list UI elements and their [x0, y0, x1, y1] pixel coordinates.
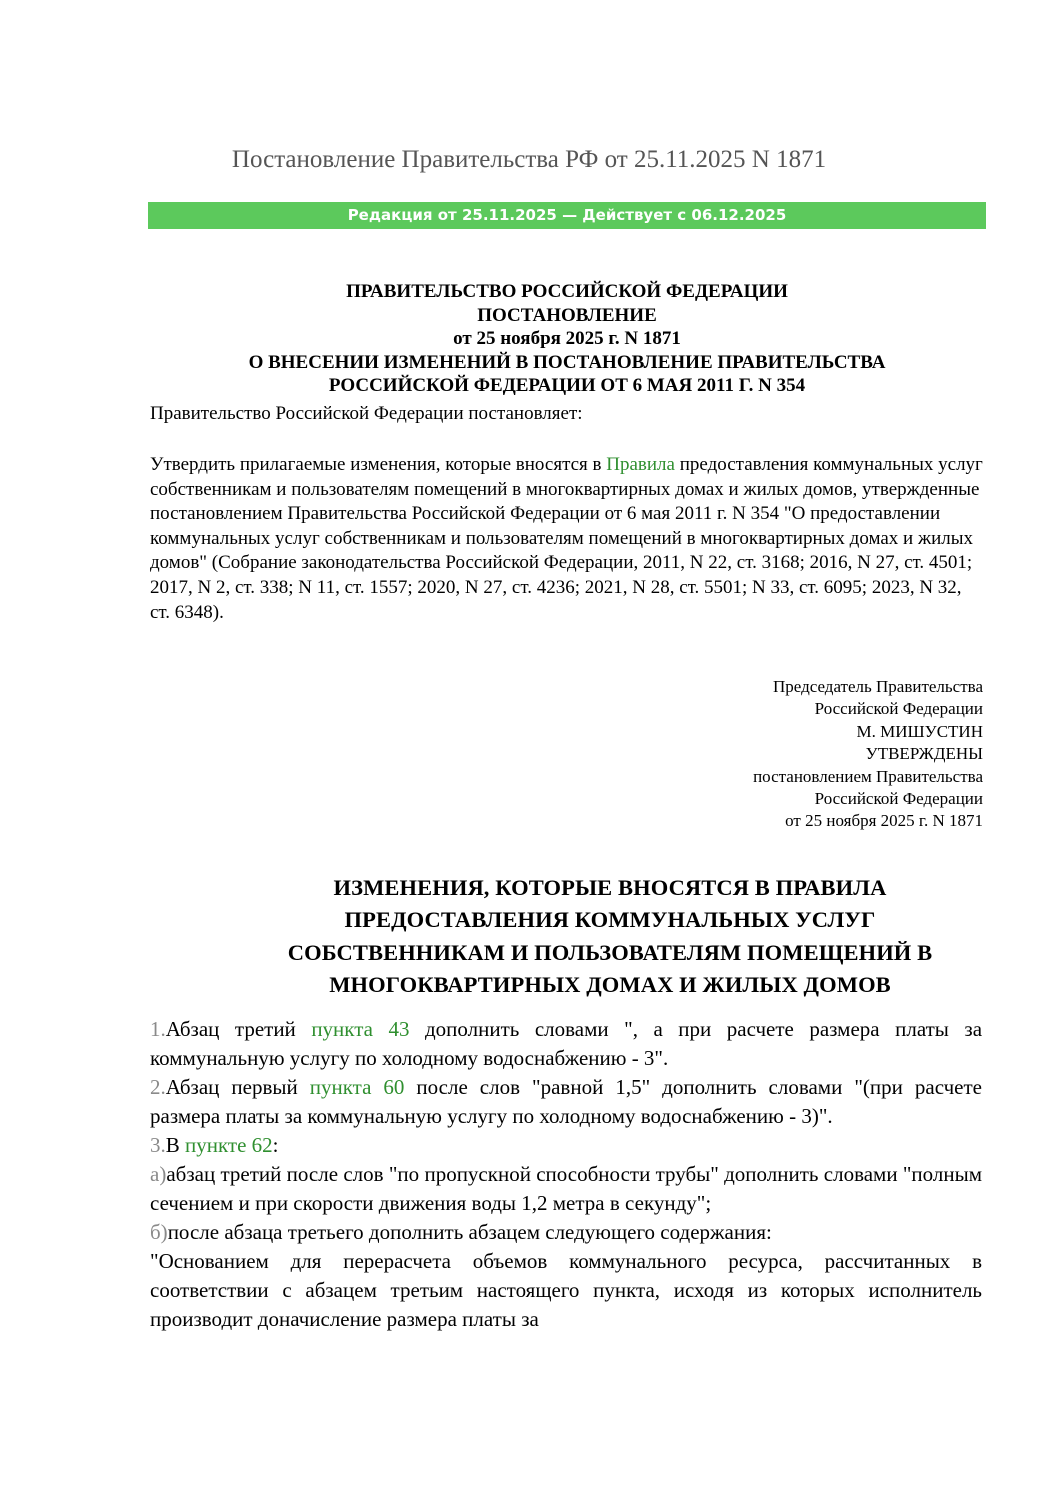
approval-line: Российской Федерации	[814, 789, 983, 809]
main-text-after: предоставления коммунальных услуг собственникам и пользователям помещений в многоквартирных домах и жилых домов, утвержденные постановлением Правительства Российской Федерации от 6 мая 2011 г. N 354 "О предоставлении коммунальных услуг собственникам и пользователям помещений в многоквартирных домах и жилых домов" (Собрание законодательства Российской Федерации, 2011, N 22, ст. 3168; 2016, N 27, ст. 4501; 2017, N 2, ст. 338; N 11, ст. 1557; 2020, N 27, ст. 4236; 2021, N 28, ст. 5501; N 33, ст. 6095; 2023, N 32, ст. 6348).	[150, 454, 983, 623]
item-text: после абзаца третьего дополнить абзацем следующего содержания:	[167, 1220, 772, 1244]
heading-subject-2: РОССИЙСКОЙ ФЕДЕРАЦИИ ОТ 6 МАЯ 2011 Г. N 354	[328, 375, 806, 396]
item-text: после слов "равной 1,5" дополнить словами "(при расчете размера платы за коммунальную услугу по холодному водоснабжению - 3)".	[150, 1075, 982, 1128]
signature-block	[560, 676, 983, 833]
edition-status-bar: Редакция от 25.11.2025 — Действует с 06.12.2025	[148, 202, 986, 229]
main-text-before: Утвердить прилагаемые изменения, которые вносятся в	[150, 454, 607, 475]
item-number: 2.	[150, 1075, 166, 1099]
changes-heading-line: ИЗМЕНЕНИЯ, КОТОРЫЕ ВНОСЯТСЯ В ПРАВИЛА	[333, 875, 887, 900]
document-title: Постановление Правительства РФ от 25.11.2025 N 1871	[231, 146, 827, 173]
item-text: абзац третий после слов "по пропускной способности трубы" дополнить словами "полным сечением и при скорости движения воды 1,2 метра в секунду";	[150, 1162, 982, 1215]
changes-heading-line: СОБСТВЕННИКАМ И ПОЛЬЗОВАТЕЛЯМ ПОМЕЩЕНИЙ В	[287, 939, 933, 965]
changes-heading-line: ПРЕДОСТАВЛЕНИЯ КОММУНАЛЬНЫХ УСЛУГ	[344, 907, 876, 933]
signature-name: М. МИШУСТИН	[856, 721, 983, 741]
item-text: дополнить словами ", а при расчете размера платы за коммунальную услугу по холодному водоснабжению - 3".	[150, 1017, 983, 1070]
quoted-paragraph: "Основанием для перерасчета объемов коммунального ресурса, рассчитанных в соответствии с абзацем третьим настоящего пункта, исходя из которых исполнитель производит доначисление размера платы за	[150, 1249, 982, 1331]
decree-heading	[148, 280, 986, 398]
item-text: :	[272, 1133, 279, 1157]
item-text: В	[165, 1133, 186, 1157]
change-item-2	[150, 1073, 982, 1131]
approval-line: УТВЕРЖДЕНЫ	[865, 744, 983, 764]
change-item-1	[150, 1015, 982, 1073]
item-text: Абзац третий	[165, 1017, 312, 1041]
signature-line: Российской Федерации	[814, 699, 983, 719]
approval-line: постановлением Правительства	[753, 766, 983, 786]
point-60-link[interactable]: пункта 60	[309, 1075, 405, 1099]
changes-heading-line: МНОГОКВАРТИРНЫХ ДОМАХ И ЖИЛЫХ ДОМОВ	[329, 971, 891, 997]
item-text: Абзац первый	[165, 1075, 310, 1099]
intro-paragraph: Правительство Российской Федерации постановляет:	[150, 403, 583, 424]
main-paragraph	[150, 453, 986, 625]
changes-heading	[160, 872, 1058, 1001]
point-43-link[interactable]: пункта 43	[311, 1017, 410, 1041]
heading-date: от 25 ноября 2025 г. N 1871	[453, 328, 681, 349]
heading-subject-1: О ВНЕСЕНИИ ИЗМЕНЕНИЙ В ПОСТАНОВЛЕНИЕ ПРАВИТЕЛЬСТВА	[248, 351, 886, 373]
heading-type: ПОСТАНОВЛЕНИЕ	[477, 304, 657, 326]
item-number: 1.	[150, 1017, 166, 1041]
heading-government: ПРАВИТЕЛЬСТВО РОССИЙСКОЙ ФЕДЕРАЦИИ	[346, 281, 788, 302]
change-subitem-a	[150, 1160, 982, 1218]
rules-link[interactable]: Правила	[606, 454, 675, 475]
change-item-3	[150, 1131, 982, 1160]
approval-date: от 25 ноября 2025 г. N 1871	[785, 811, 983, 831]
item-number: б)	[150, 1220, 168, 1244]
changes-list	[150, 1015, 982, 1334]
point-62-link[interactable]: пункте 62	[185, 1133, 273, 1157]
item-number: а)	[150, 1162, 167, 1186]
change-subitem-b	[150, 1218, 982, 1247]
item-number: 3.	[150, 1133, 166, 1157]
signature-line: Председатель Правительства	[772, 677, 983, 696]
